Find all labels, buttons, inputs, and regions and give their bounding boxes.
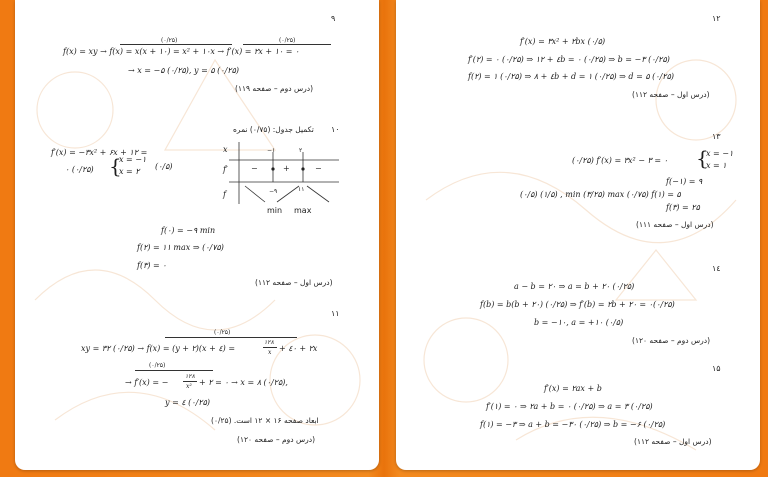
background-watermark	[396, 0, 760, 470]
equation-line: f(۳) = ۰	[137, 261, 167, 270]
table-root: −۱	[267, 147, 276, 154]
overline	[165, 337, 297, 338]
brace: {	[109, 154, 122, 178]
equation-line: f′(۲) = ۰ (۰/۲۵) ⇒ ۱۲ + ٤b = ۰ (۰/۲۵) ⇒ b = −۳ (۰/۲۵)	[468, 55, 670, 64]
page-number: ۱۲	[712, 14, 721, 23]
table-min-label: min	[267, 206, 283, 215]
equation-line: f′(۱) = ۰ ⇒ ۲a + b = ۰ (۰/۲۵) ⇒ a = ۳ (۰/۲۵)	[486, 402, 653, 411]
overline	[135, 370, 213, 371]
question-number: ۱۱	[331, 309, 340, 318]
brace-score: (۰/۲۵)	[214, 329, 231, 336]
table-max-label: max	[294, 206, 312, 215]
equation-line: f(۲) = ۱۱ max ⇒ (۰/۷۵)	[137, 243, 224, 252]
source-reference: (درس دوم – صفحه ۱۲۰)	[632, 336, 710, 345]
system-line: x = −۱	[119, 155, 147, 164]
source-reference: (درس دوم – صفحه ۱۱۹)	[235, 84, 313, 93]
fraction-denominator: x²	[186, 383, 192, 390]
equation-line: f(b) = b(b + ۲۰) (۰/۲۵) ⇒ f′(b) = ۲b + ۲۰ = ۰(۰/۲۵)	[480, 300, 675, 309]
system-line: x = ۱	[706, 161, 727, 170]
source-reference: (درس دوم – صفحه ۱۲۰)	[237, 435, 315, 444]
equation-line: f(۲) = ۱ (۰/۲۵) ⇒ ۸ + ٤b + d = ۱ (۰/۲۵) ⇒ d = ۵ (۰/۲۵)	[468, 72, 674, 81]
question-prompt: تکمیل جدول: (۰/۷۵) نمره	[233, 125, 314, 134]
equation-line: f(۰) = −۹ min	[161, 226, 216, 235]
overline	[120, 44, 232, 45]
table-value: ۱۱	[298, 186, 305, 193]
score: (۰/۵)	[155, 162, 173, 171]
table-header-fp: f′	[223, 165, 228, 174]
equation-line: (۰/۲۵) f′(x) = ۳x² − ۳ = ۰	[572, 156, 668, 165]
equation-line: → x = −۵ (۰/۲۵), y = ۵ (۰/۲۵)	[128, 66, 239, 75]
source-reference: (درس اول – صفحه ۱۱۲)	[632, 90, 710, 99]
table-sign: −	[251, 164, 258, 173]
equation-line: a − b = ۲۰ ⇒ a = b + ۲۰ (۰/۲۵)	[514, 282, 635, 291]
equation-line: (۰/۵) (۱/۵) , min (۳/۲۵) max (۰/۷۵) f(۱) = ۵	[520, 190, 681, 199]
equation-line: ۰ (۰/۲۵)	[65, 165, 94, 174]
page-number: ۹	[331, 14, 336, 23]
question-number: ۱۵	[712, 364, 721, 373]
system-line: x = −۱	[706, 149, 734, 158]
question-number: ۱٤	[712, 264, 721, 273]
table-sign: +	[283, 164, 290, 173]
equation-line: f′(x) = ۳x² + ۲bx (۰/۵)	[520, 37, 606, 46]
equation-line: y = ٤ (۰/۲۵)	[165, 398, 210, 407]
equation-line: f(۳) = ۲۵	[666, 203, 700, 212]
equation-line: + ٤۰ + ۲x	[279, 344, 318, 353]
table-sign: −	[315, 164, 322, 173]
brace-score: (۰/۲۵)	[161, 37, 178, 44]
source-reference: (درس اول – صفحه ۱۱۱)	[636, 220, 714, 229]
equation-line: b = −۱۰, a = +۱۰ (۰/۵)	[534, 318, 624, 327]
fraction-numerator: ۱۲۸	[264, 339, 274, 346]
brace-score: (۰/۲۵)	[279, 37, 296, 44]
equation-line: xy = ۳۲ (۰/۲۵) → f(x) = (y + ۲)(x + ٤) =	[81, 344, 236, 353]
question-number: ۱۰	[331, 125, 340, 134]
equation-line: f′(x) = ۲ax + b	[544, 384, 602, 393]
equation-line: + ۲ = ۰ → x = ۸ (۰/۲۵),	[199, 378, 288, 387]
source-reference: (درس اول – صفحه ۱۱۲)	[255, 278, 333, 287]
brace: {	[696, 146, 709, 170]
table-header-x: x	[223, 145, 228, 154]
dimensions-statement: ابعاد صفحه ۱۶ × ۱۲ است. (۰/۲۵)	[211, 416, 319, 425]
question-number: ۱۳	[712, 132, 721, 141]
right-page	[396, 0, 760, 470]
equation-line: f(x) = xy → f(x) = x(x + ۱۰) = x² + ۱۰x → f′(x) = ۲x + ۱۰ = ۰	[63, 47, 300, 56]
source-reference: (درس اول – صفحه ۱۱۲)	[634, 437, 712, 446]
table-root: ۲	[299, 147, 303, 154]
equation-line: → f′(x) = −	[125, 378, 169, 387]
table-header-f: f	[223, 190, 226, 199]
equation-line: f(−۱) = ۹	[666, 177, 703, 186]
equation-line: f(۱) = −۳ ⇒ a + b = −۳۰ (۰/۲۵) ⇒ b = −۶ (۰/۲۵)	[480, 420, 666, 429]
brace-score: (۰/۲۵)	[149, 362, 166, 369]
table-value: −۹	[269, 188, 278, 195]
system-line: x = ۲	[119, 167, 140, 176]
left-page	[15, 0, 379, 470]
fraction-numerator: ۱۲۸	[185, 373, 195, 380]
overline	[243, 44, 331, 45]
fraction-denominator: x	[268, 349, 272, 356]
equation-line: f′(x) = −۳x² + ۶x + ۱۲ =	[51, 148, 148, 157]
